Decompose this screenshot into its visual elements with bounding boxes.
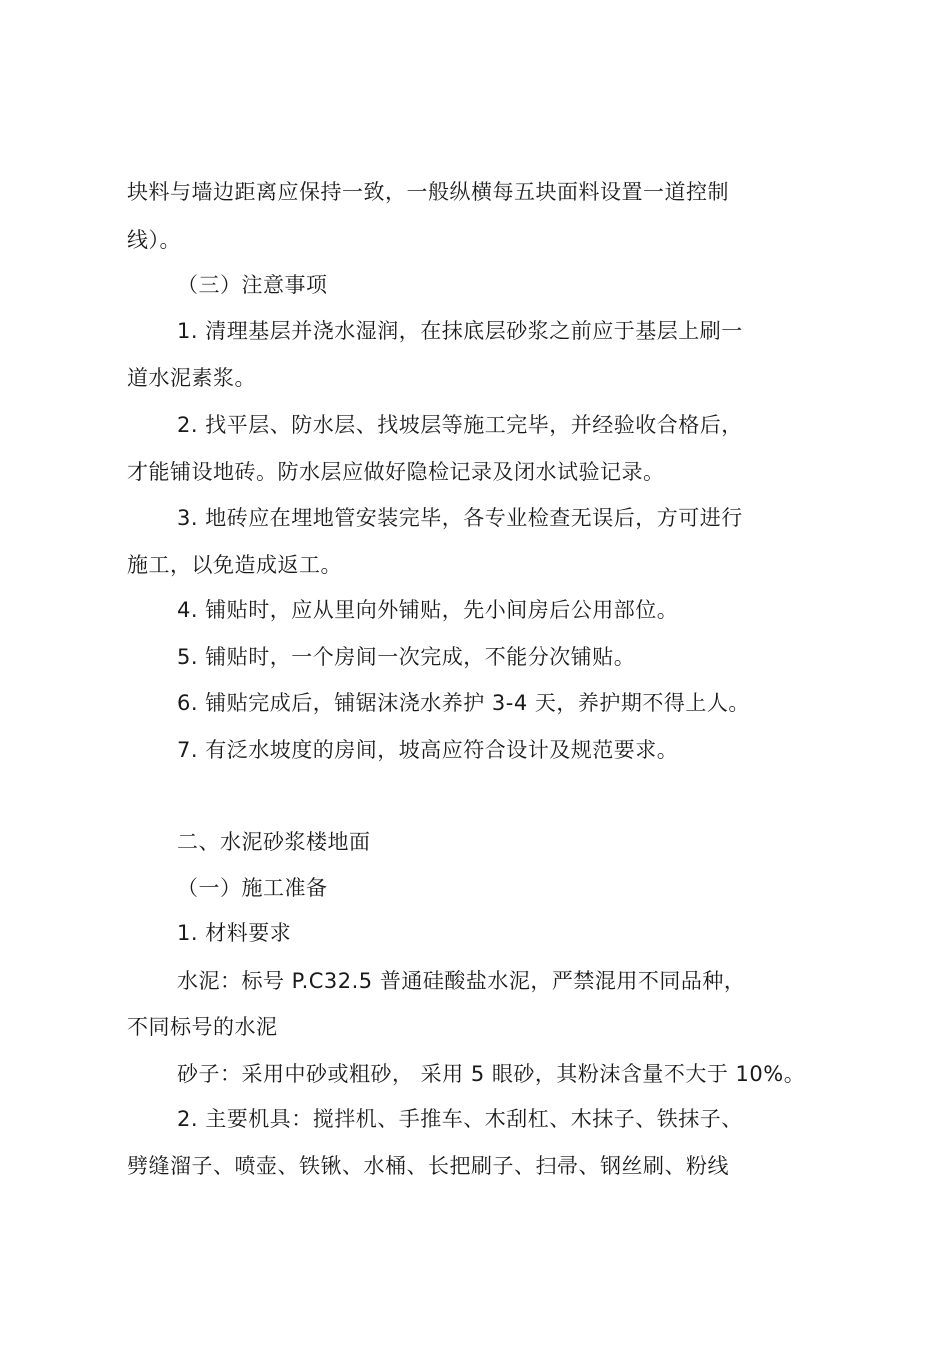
section-heading: 二、水泥砂浆楼地面 xyxy=(177,830,371,854)
text-line: 才能铺设地砖。防水层应做好隐检记录及闭水试验记录。 xyxy=(127,460,665,484)
text-line: 7. 有泛水坡度的房间，坡高应符合设计及规范要求。 xyxy=(177,738,679,762)
text-line: 线）。 xyxy=(127,228,181,252)
text-line: 2. 主要机具：搅拌机、手推车、木刮杠、木抹子、铁抹子、 xyxy=(177,1107,743,1131)
text-line: 水泥：标号 P.C32.5 普通硅酸盐水泥，严禁混用不同品种， xyxy=(177,969,746,993)
section-heading: （一）施工准备 xyxy=(177,876,328,900)
text-line: 4. 铺贴时，应从里向外铺贴，先小间房后公用部位。 xyxy=(177,598,679,622)
text-line: 不同标号的水泥 xyxy=(127,1015,278,1039)
text-line: 3. 地砖应在埋地管安装完毕，各专业检查无误后，方可进行 xyxy=(177,506,743,530)
text-line: 道水泥素浆。 xyxy=(127,366,256,390)
text-line: 6. 铺贴完成后，铺锯沫浇水养护 3-4 天，养护期不得上人。 xyxy=(177,691,750,715)
text-line: 2. 找平层、防水层、找坡层等施工完毕，并经验收合格后， xyxy=(177,413,743,437)
text-line: 块料与墙边距离应保持一致，一般纵横每五块面料设置一道控制 xyxy=(127,180,729,204)
text-line: 1. 清理基层并浇水湿润，在抹底层砂浆之前应于基层上刷一 xyxy=(177,319,743,343)
text-line: 施工，以免造成返工。 xyxy=(127,553,342,577)
text-line: 1. 材料要求 xyxy=(177,921,292,945)
text-line: 劈缝溜子、喷壶、铁锹、水桶、长把刷子、扫帚、钢丝刷、粉线 xyxy=(127,1154,729,1178)
text-line: 5. 铺贴时，一个房间一次完成，不能分次铺贴。 xyxy=(177,645,636,669)
text-line: 砂子：采用中砂或粗砂， 采用 5 眼砂，其粉沫含量不大于 10%。 xyxy=(177,1062,806,1086)
section-heading: （三）注意事项 xyxy=(177,273,328,297)
